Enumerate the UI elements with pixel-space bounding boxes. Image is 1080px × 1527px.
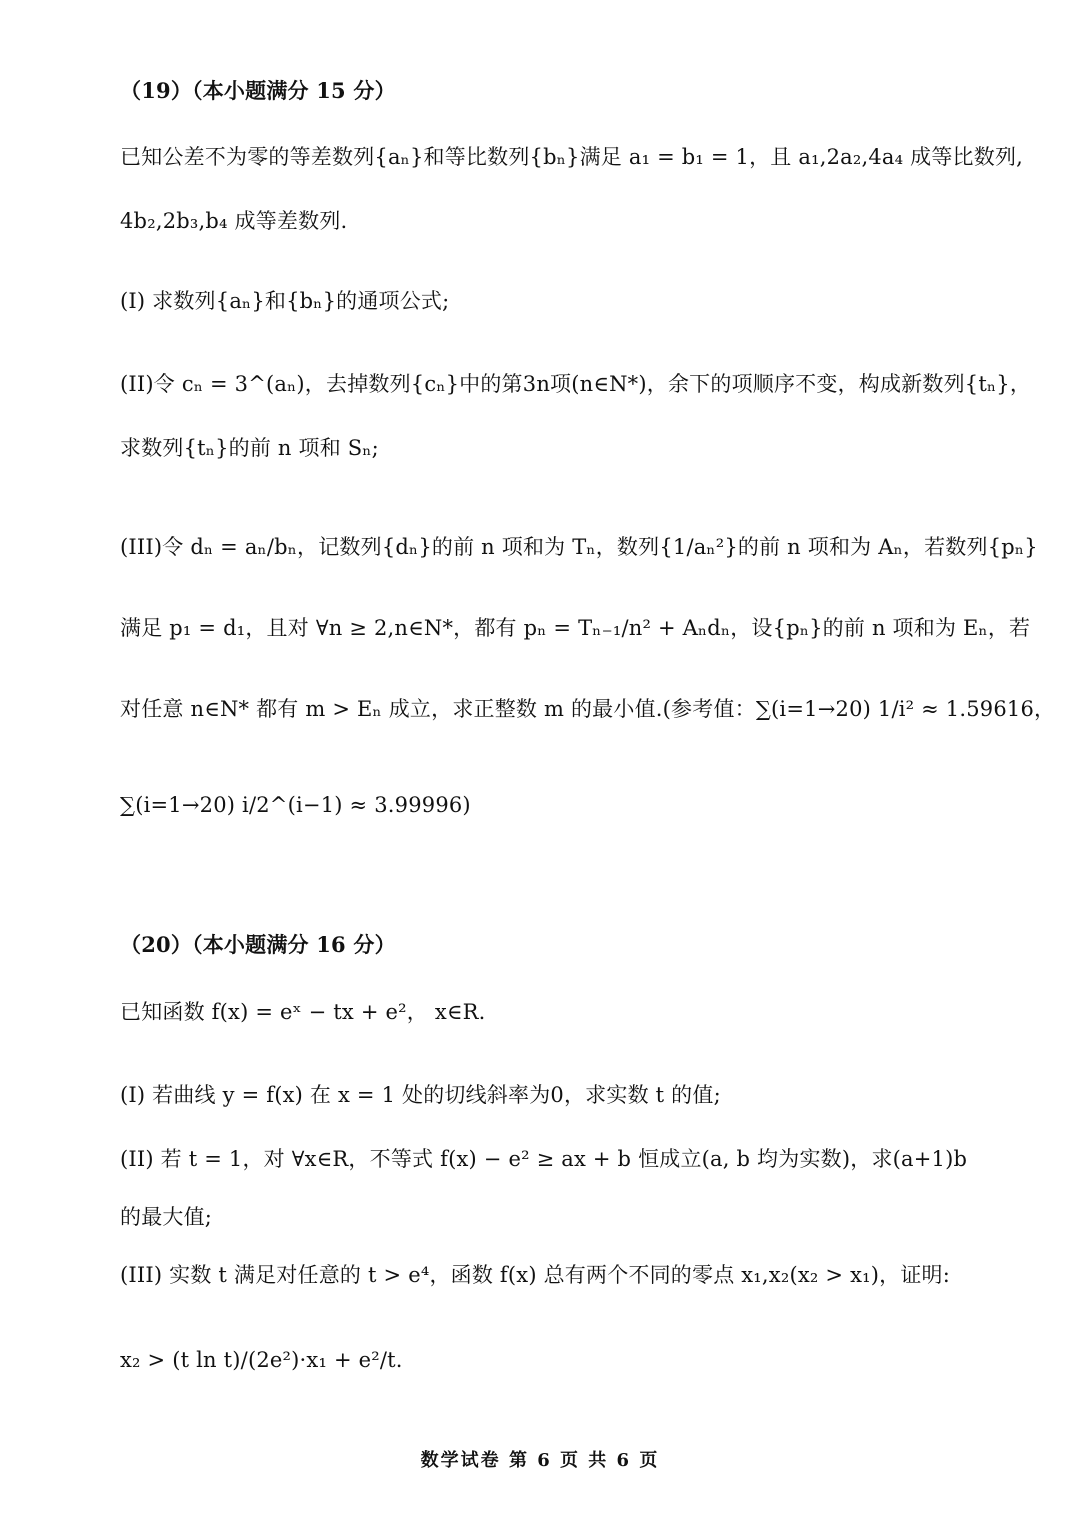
q19-part-1: (I) 求数列{aₙ}和{bₙ}的通项公式; [120,289,450,313]
q19-part-3-line-3: 对任意 n∈N* 都有 m > Eₙ 成立，求正整数 m 的最小值.(参考值：∑(i=1→20) 1/i² ≈ 1.59616， [120,697,1056,721]
q20-part-3-line-2: x₂ > (t ln t)/(2e²)·x₁ + e²/t. [120,1348,403,1372]
q20-part-1: (I) 若曲线 y = f(x) 在 x = 1 处的切线斜率为0，求实数 t 的值; [120,1083,721,1107]
q20-part-2-line-2: 的最大值; [120,1205,213,1229]
q20-part-2-line-1: (II) 若 t = 1，对 ∀x∈R，不等式 f(x) − e² ≥ ax + b 恒成立(a, b 均为实数)，求(a+1)b [120,1147,968,1171]
q19-part-2-line-2: 求数列{tₙ}的前 n 项和 Sₙ; [120,436,379,460]
q20-part-3-line-1: (III) 实数 t 满足对任意的 t > e⁴，函数 f(x) 总有两个不同的零点 x₁,x₂(x₂ > x₁)，证明: [120,1263,950,1287]
q19-heading: （19）（本小题满分 15 分） [120,78,396,103]
q19-part-3-line-2: 满足 p₁ = d₁，且对 ∀n ≥ 2,n∈N*，都有 pₙ = Tₙ₋₁/n² + Aₙdₙ，设{pₙ}的前 n 项和为 Eₙ，若 [120,616,1031,640]
q20-stem: 已知函数 f(x) = eˣ − tx + e²， x∈R. [120,1000,486,1024]
q19-part-3-line-1: (III)令 dₙ = aₙ/bₙ，记数列{dₙ}的前 n 项和为 Tₙ，数列{1/aₙ²}的前 n 项和为 Aₙ，若数列{pₙ} [120,535,1038,559]
q19-part-3-line-4: ∑(i=1→20) i/2^(i−1) ≈ 3.99996) [120,793,471,817]
q20-heading: （20）（本小题满分 16 分） [120,932,396,957]
page-footer: 数学试卷 第 6 页 共 6 页 [420,1450,660,1471]
q19-stem-line-2: 4b₂,2b₃,b₄ 成等差数列. [120,209,348,233]
q19-stem-line-1: 已知公差不为零的等差数列{aₙ}和等比数列{bₙ}满足 a₁ = b₁ = 1，且 a₁,2a₂,4a₄ 成等比数列, [120,145,1024,169]
q19-part-2-line-1: (II)令 cₙ = 3^(aₙ)，去掉数列{cₙ}中的第3n项(n∈N*)，余下的项顺序不变，构成新数列{tₙ}， [120,372,1032,396]
